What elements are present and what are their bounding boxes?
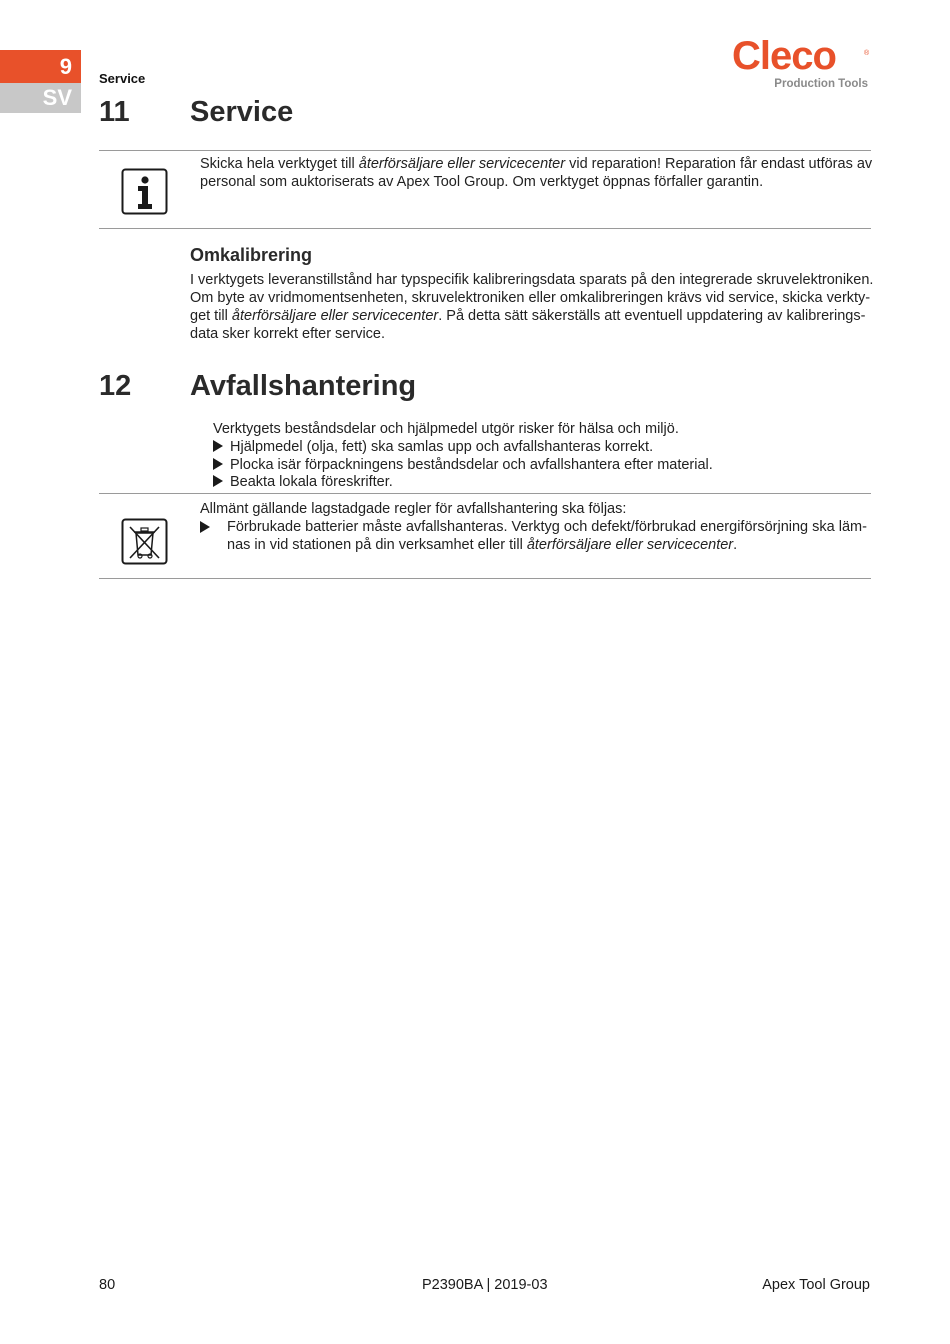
crossed-bin-icon	[121, 518, 168, 565]
recalibration-line: get till	[190, 308, 232, 324]
logo-registered-mark: ®	[864, 50, 870, 57]
language-tab: SV	[0, 83, 81, 113]
recalibration-line: data sker korrekt efter service.	[190, 326, 386, 342]
service-notice	[200, 155, 872, 191]
divider	[99, 150, 871, 151]
logo-tagline: Production Tools	[774, 78, 868, 90]
bullet-triangle-icon	[213, 458, 223, 470]
waste-intro: Verktygets beståndsdelar och hjälpmedel utgör risker för hälsa och miljö.	[213, 421, 679, 437]
divider	[99, 228, 871, 229]
section-title: Service	[190, 96, 294, 128]
list-item-text: Beakta lokala föreskrifter.	[230, 474, 393, 490]
cleco-logo	[732, 34, 872, 94]
recalibration-line: I verktygets leveranstillstånd har typspecifik kalibreringsdata sparats på den integrerade skruvelektroniken.	[190, 272, 874, 288]
recalibration-line-italic: återförsäljare eller servicecenter	[231, 308, 439, 324]
section-title: Avfallshantering	[190, 370, 417, 402]
section-number: 12	[99, 370, 132, 402]
list-item	[213, 438, 653, 456]
list-item-text: Hjälpmedel (olja, fett) ska samlas upp och avfallshanteras korrekt.	[230, 439, 654, 455]
chapter-tab: 9	[0, 50, 81, 83]
regulation-bullet-italic: återförsäljare eller servicecenter	[526, 537, 734, 553]
section-number: 11	[99, 96, 130, 128]
bullet-triangle-icon	[200, 521, 210, 533]
notice-text-line2: personal som auktoriserats av Apex Tool Group. Om verktyget öppnas förfaller garantin.	[200, 174, 764, 190]
page-number: 80	[99, 1277, 116, 1293]
notice-text: Skicka hela verktyget till	[200, 156, 359, 172]
regulation-heading: Allmänt gällande lagstadgade regler för avfallshantering ska följas:	[200, 501, 627, 517]
info-icon	[121, 168, 168, 215]
logo-wordmark: Cleco	[732, 34, 836, 78]
notice-text-italic: återförsäljare eller servicecenter	[358, 156, 566, 172]
recalibration-line: . På detta sätt säkerställs att eventuell uppdatering av kalibrerings-	[438, 308, 866, 324]
recalibration-paragraph	[190, 271, 872, 343]
recalibration-heading: Omkalibrering	[190, 245, 313, 265]
regulation-bullet-line: nas in vid stationen på din verksamhet eller till	[227, 537, 527, 553]
bullet-triangle-icon	[213, 440, 223, 452]
regulation-bullet-line: .	[733, 537, 738, 553]
divider	[99, 578, 871, 579]
company-name: Apex Tool Group	[762, 1277, 870, 1293]
divider	[99, 493, 871, 494]
document-id: P2390BA | 2019-03	[422, 1277, 548, 1293]
list-item-text: Plocka isär förpackningens beståndsdelar och avfallshantera efter material.	[230, 457, 713, 473]
list-item	[213, 473, 393, 491]
header-section-label: Service	[99, 71, 146, 86]
recalibration-line: Om byte av vridmomentsenheten, skruvelektroniken eller omkalibreringen krävs vid service, skicka verkty-	[190, 290, 871, 306]
regulation-bullet	[200, 518, 872, 554]
list-item	[213, 456, 713, 474]
bullet-triangle-icon	[213, 475, 223, 487]
notice-text-cont: vid reparation! Reparation får endast utföras av	[565, 156, 873, 172]
regulation-bullet-line: Förbrukade batterier måste avfallshanteras. Verktyg och defekt/förbrukad energiförsörjning ska läm-	[227, 519, 867, 535]
